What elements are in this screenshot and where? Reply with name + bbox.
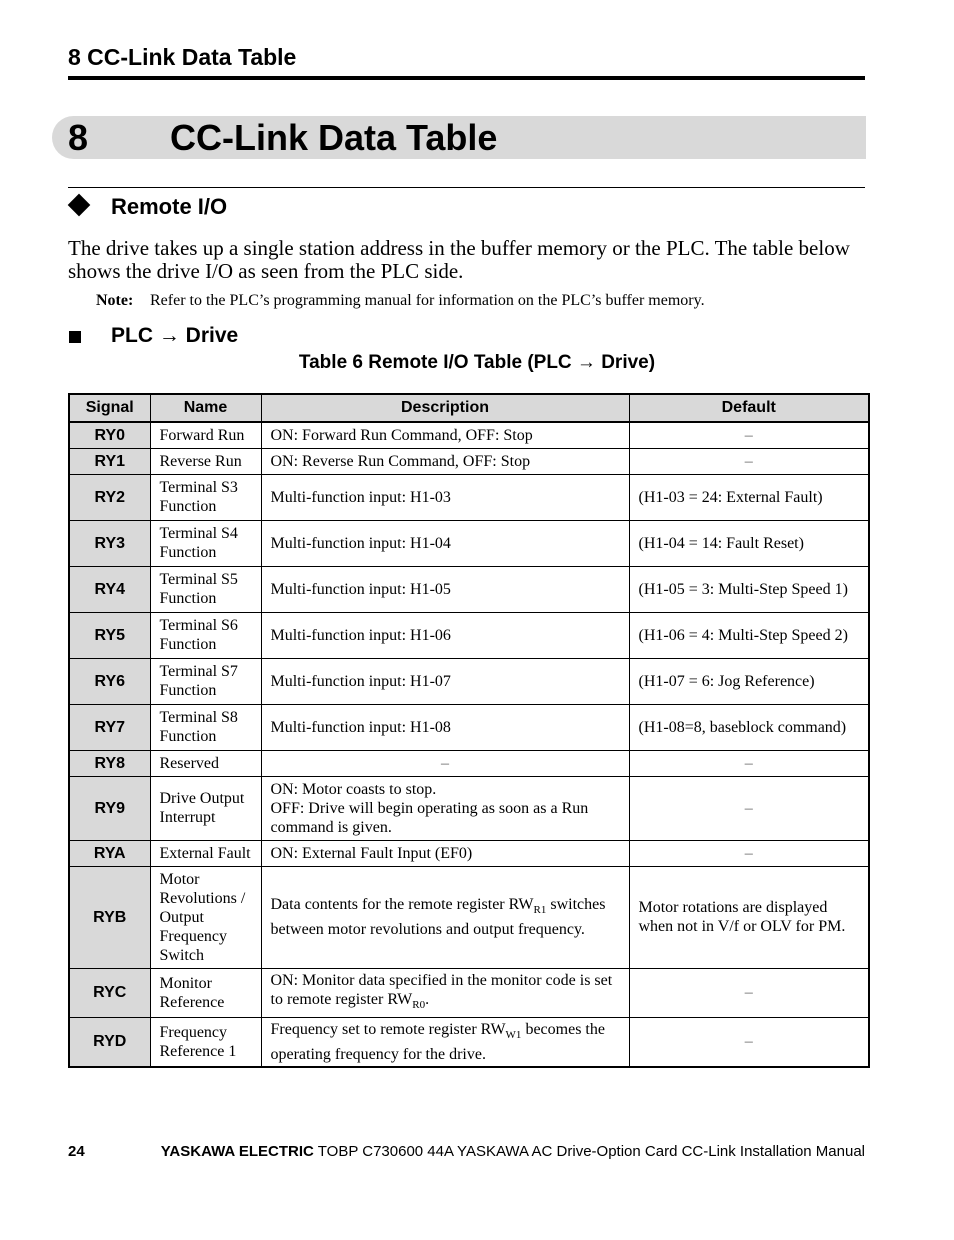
- signal-cell: RY3: [69, 520, 150, 566]
- note-text: Refer to the PLC’s programming manual for information on the PLC’s buffer memory.: [150, 292, 705, 309]
- name-cell: Terminal S7 Function: [150, 658, 261, 704]
- description-line: ON: Motor coasts to stop.: [270, 780, 437, 798]
- table-row: [69, 474, 869, 520]
- table-row: [69, 704, 869, 750]
- header-rule: [68, 76, 865, 80]
- table-row: [69, 840, 869, 866]
- default-cell: (H1-06 = 4: Multi-Step Speed 2): [629, 612, 869, 658]
- column-header: Default: [629, 394, 869, 422]
- remote-io-table: [68, 393, 870, 1068]
- description-text: switches between motor revolutions and output frequency.: [270, 895, 606, 939]
- table-row: [69, 968, 869, 1017]
- table-row: [69, 566, 869, 612]
- table-row: [69, 776, 869, 840]
- name-cell: Forward Run: [150, 422, 261, 448]
- signal-cell: RY8: [69, 750, 150, 776]
- name-cell: Drive Output Interrupt: [150, 776, 261, 840]
- table-row: [69, 612, 869, 658]
- description-text: .: [425, 990, 430, 1008]
- default-cell: –: [629, 776, 869, 840]
- footer-text: [161, 1143, 865, 1160]
- table-row: [69, 422, 869, 448]
- diamond-bullet-icon: [68, 194, 91, 217]
- table-row: [69, 658, 869, 704]
- name-cell: Terminal S8 Function: [150, 704, 261, 750]
- page-number: 24: [68, 1143, 85, 1160]
- signal-cell: RY6: [69, 658, 150, 704]
- signal-cell: RY5: [69, 612, 150, 658]
- description-cell: –: [261, 750, 629, 776]
- table-header-row: [69, 394, 869, 422]
- description-cell: Multi-function input: H1-05: [261, 566, 629, 612]
- description-text: ON: Monitor data specified in the monitor code is set to remote register RW: [270, 971, 613, 1008]
- name-cell: Motor Revolutions / Output Frequency Switch: [150, 866, 261, 968]
- description-cell: [261, 1017, 629, 1067]
- name-cell: Reverse Run: [150, 448, 261, 474]
- signal-cell: RYD: [69, 1017, 150, 1067]
- description-cell: Multi-function input: H1-07: [261, 658, 629, 704]
- description-text: Frequency set to remote register RW: [270, 1020, 506, 1038]
- chapter-title: CC-Link Data Table: [170, 117, 498, 158]
- signal-cell: RY1: [69, 448, 150, 474]
- square-bullet-icon: [69, 331, 81, 343]
- default-cell: (H1-05 = 3: Multi-Step Speed 1): [629, 566, 869, 612]
- default-cell: –: [629, 422, 869, 448]
- name-cell: Reserved: [150, 750, 261, 776]
- footer-brand: YASKAWA ELECTRIC: [160, 1143, 314, 1160]
- default-cell: (H1-03 = 24: External Fault): [629, 474, 869, 520]
- table-row: [69, 448, 869, 474]
- signal-cell: RY4: [69, 566, 150, 612]
- description-cell: [261, 866, 629, 968]
- name-cell: Monitor Reference: [150, 968, 261, 1017]
- default-cell: –: [629, 840, 869, 866]
- description-cell: [261, 776, 629, 840]
- column-header: Signal: [69, 394, 150, 422]
- signal-cell: RY2: [69, 474, 150, 520]
- running-head: 8 CC-Link Data Table: [68, 44, 297, 70]
- register-subscript: R1: [533, 904, 547, 917]
- register-subscript: W1: [505, 1028, 522, 1041]
- footer-doc: TOBP C730600 44A YASKAWA AC Drive-Option Card CC-Link Installation Manual: [317, 1143, 865, 1160]
- section-rule: [68, 187, 865, 188]
- description-cell: ON: Reverse Run Command, OFF: Stop: [261, 448, 629, 474]
- table-row: [69, 866, 869, 968]
- signal-cell: RYC: [69, 968, 150, 1017]
- default-cell: (H1-07 = 6: Jog Reference): [629, 658, 869, 704]
- default-cell: (H1-04 = 14: Fault Reset): [629, 520, 869, 566]
- description-cell: Multi-function input: H1-08: [261, 704, 629, 750]
- default-cell: –: [629, 1017, 869, 1067]
- register-subscript: R0: [412, 998, 426, 1011]
- table-row: [69, 520, 869, 566]
- default-cell: –: [629, 968, 869, 1017]
- name-cell: Terminal S6 Function: [150, 612, 261, 658]
- description-cell: Multi-function input: H1-04: [261, 520, 629, 566]
- signal-cell: RY0: [69, 422, 150, 448]
- table-row: [69, 750, 869, 776]
- table-row: [69, 1017, 869, 1067]
- default-cell: Motor rotations are displayed when not in V/f or OLV for PM.: [629, 866, 869, 968]
- description-cell: ON: External Fault Input (EF0): [261, 840, 629, 866]
- description-cell: ON: Forward Run Command, OFF: Stop: [261, 422, 629, 448]
- name-cell: Frequency Reference 1: [150, 1017, 261, 1067]
- signal-cell: RY9: [69, 776, 150, 840]
- note-label: Note:: [96, 292, 134, 309]
- description-cell: Multi-function input: H1-03: [261, 474, 629, 520]
- name-cell: Terminal S3 Function: [150, 474, 261, 520]
- table-caption: Table 6 Remote I/O Table (PLC → Drive): [298, 352, 656, 373]
- description-text: Data contents for the remote register RW: [270, 895, 534, 913]
- default-cell: –: [629, 448, 869, 474]
- intro-paragraph: The drive takes up a single station address in the buffer memory or the PLC. The table below shows the drive I/O as seen from the PLC side.: [68, 236, 850, 283]
- description-cell: Multi-function input: H1-06: [261, 612, 629, 658]
- chapter-number: 8: [68, 117, 89, 158]
- name-cell: Terminal S5 Function: [150, 566, 261, 612]
- default-cell: –: [629, 750, 869, 776]
- subsection-title: PLC → Drive: [111, 324, 239, 347]
- column-header: Name: [150, 394, 261, 422]
- signal-cell: RYB: [69, 866, 150, 968]
- column-header: Description: [261, 394, 629, 422]
- name-cell: External Fault: [150, 840, 261, 866]
- section-title: Remote I/O: [111, 194, 228, 219]
- name-cell: Terminal S4 Function: [150, 520, 261, 566]
- signal-cell: RYA: [69, 840, 150, 866]
- description-cell: [261, 968, 629, 1017]
- default-cell: (H1-08=8, baseblock command): [629, 704, 869, 750]
- description-line: OFF: Drive will begin operating as soon as a Run command is given.: [270, 799, 589, 836]
- signal-cell: RY7: [69, 704, 150, 750]
- description-text: becomes the operating frequency for the drive.: [270, 1020, 605, 1063]
